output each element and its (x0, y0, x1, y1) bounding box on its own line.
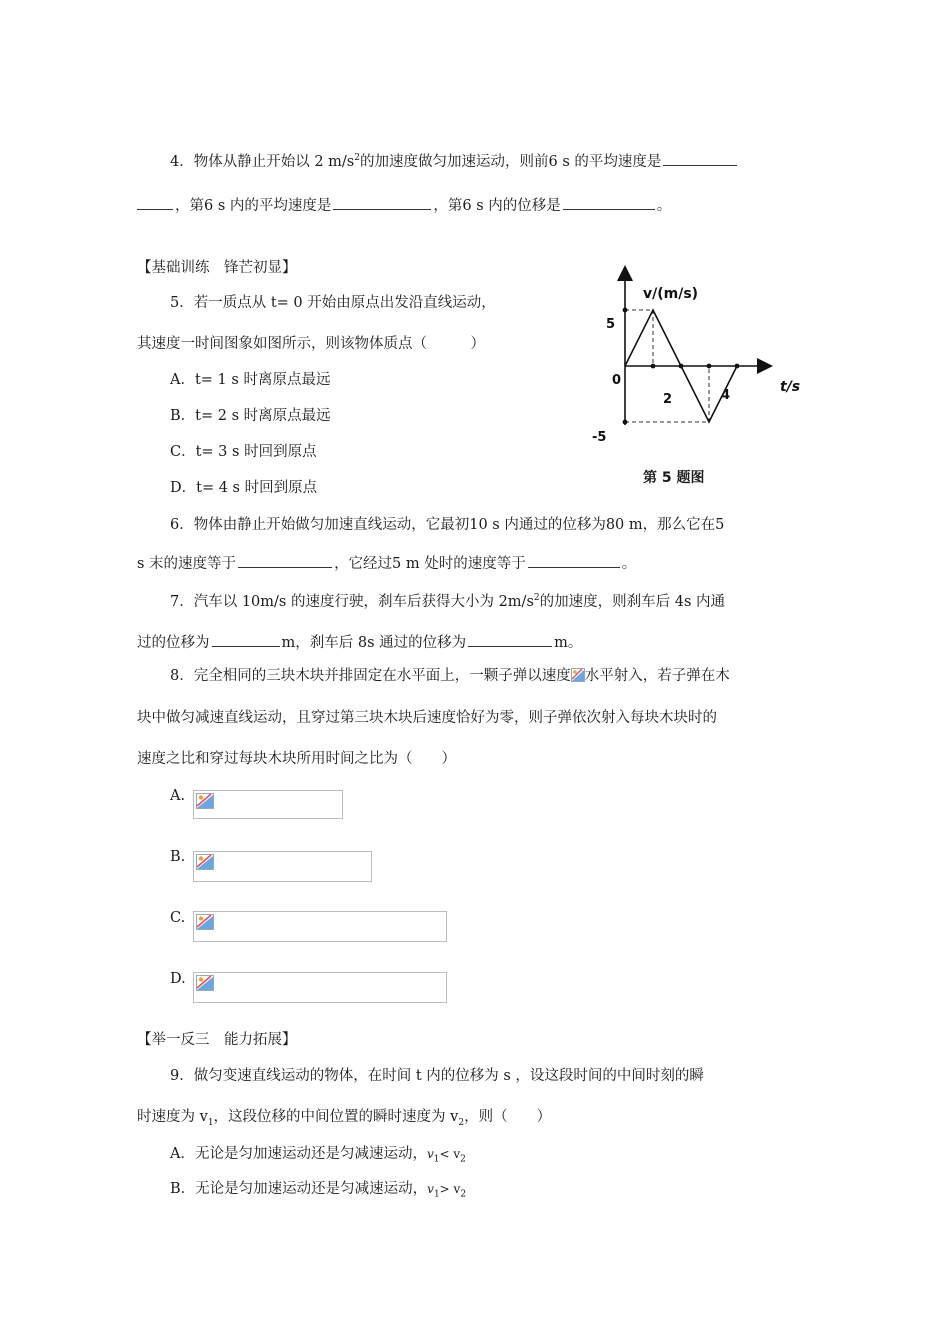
origin-label: 0 (612, 373, 622, 388)
q7-blank-1[interactable] (212, 631, 280, 647)
q5-line2: 其速度一时间图象如图所示，则该物体质点（ ） (137, 336, 485, 352)
q9-option-a (170, 1142, 466, 1164)
q8-option-b-label: B. (170, 849, 186, 865)
q9-option-a-text: A．无论是匀加速运动还是匀减速运动， (170, 1146, 427, 1162)
q7-sup: 2 (533, 593, 540, 604)
q8-line3: 速度之比和穿过每块木块所用时间之比为（ ） (137, 751, 456, 767)
q6-line1: 6．物体由静止开始做匀加速直线运动，它最初10 s 内通过的位移为80 m，那么它在5 (170, 517, 725, 533)
q7-blank-2[interactable] (468, 631, 552, 647)
q8-option-a-image[interactable] (193, 790, 343, 819)
q4-text-2b: ，第6 s 内的位移是 (433, 198, 561, 214)
q4-blank-1[interactable] (663, 150, 737, 166)
q6-line2 (137, 552, 636, 573)
q5-option-a: A．t= 1 s 时离原点最远 (170, 372, 331, 388)
q7-line1 (170, 590, 725, 611)
q5-option-c: C．t= 3 s 时回到原点 (170, 444, 317, 460)
q9-a-sub2: 2 (460, 1154, 466, 1165)
q4-line2 (137, 194, 671, 215)
q4-blank-3[interactable] (563, 194, 655, 210)
q9-a-op: < v (439, 1147, 461, 1161)
q4-line1 (170, 150, 739, 171)
q8-option-d-image[interactable] (193, 972, 447, 1003)
q9-b-op: > v (439, 1182, 461, 1196)
x-axis-dot (707, 364, 712, 369)
q8-line2: 块中做匀减速直线运动，且穿过第三块木块后速度恰好为零，则子弹依次射入每块木块时的 (137, 710, 717, 726)
q6-text-2b: ，它经过5 m 处时的速度等于 (334, 556, 526, 572)
q6-blank-1[interactable] (238, 552, 332, 568)
q6-text-2c: 。 (621, 556, 637, 572)
q9-a-sub1: 1 (433, 1154, 440, 1165)
q9-line2 (137, 1105, 551, 1128)
q5-option-b: B．t= 2 s 时离原点最远 (170, 408, 331, 424)
y-axis-dot (623, 308, 628, 313)
q8-option-c-image[interactable] (193, 911, 447, 942)
q7-text-1b: 的加速度，则刹车后 4s 内通 (539, 594, 726, 610)
q9-a-v: v (426, 1147, 434, 1161)
q9-b-sub1: 1 (433, 1189, 440, 1200)
q8-text-1b: 水平射入，若子弹在木 (584, 668, 730, 684)
q4-text-1: 4．物体从静止开始以 2 m/s (170, 154, 355, 170)
q7-line2 (137, 631, 582, 652)
y-axis-dot (623, 420, 628, 425)
q4-text-2c: 。 (656, 198, 672, 214)
q7-text-2c: m。 (554, 635, 583, 651)
q4-blank-2[interactable] (333, 194, 431, 210)
broken-image-icon (196, 854, 214, 870)
q4-text-1b: 的加速度做匀加速运动，则前6 s 的平均速度是 (359, 154, 662, 170)
q6-text-2a: s 末的速度等于 (137, 556, 237, 572)
section-heading-extension: 【举一反三 能力拓展】 (137, 1032, 297, 1048)
q8-line1 (170, 664, 730, 685)
x-axis-dot (651, 364, 656, 369)
q8-text-1a: 8．完全相同的三块木块并排固定在水平面上，一颗子弹以速度 (170, 668, 571, 684)
q8-option-d-label: D. (170, 971, 186, 987)
y-tick-5: 5 (606, 317, 616, 332)
vt-chart (585, 265, 815, 455)
q9-sub-1: 1 (207, 1117, 214, 1128)
q9-option-b (170, 1177, 466, 1199)
q7-text-2a: 过的位移为 (137, 635, 210, 651)
q6-blank-2[interactable] (528, 552, 620, 568)
x-tick-2: 2 (663, 392, 673, 407)
x-axis-label: t/s (780, 379, 801, 395)
q4-sup: 2 (354, 153, 360, 164)
q4-blank-1-cont[interactable] (137, 194, 173, 210)
q9-text-2c: ，则（ ） (464, 1109, 552, 1125)
broken-image-icon (196, 914, 214, 930)
broken-image-icon (571, 668, 585, 682)
broken-image-icon (196, 975, 214, 991)
q7-text-1: 7．汽车以 10m/s 的速度行驶，刹车后获得大小为 2m/s (170, 594, 534, 610)
section-heading-basic: 【基础训练 锋芒初显】 (137, 260, 297, 276)
q7-text-2b: m，刹车后 8s 通过的位移为 (281, 635, 467, 651)
x-tick-4: 4 (721, 388, 731, 403)
q8-option-a-label: A. (170, 788, 186, 804)
q9-sub-2: 2 (458, 1117, 465, 1128)
q4-text-2a: ，第6 s 内的平均速度是 (175, 198, 332, 214)
q9-text-2b: ，这段位移的中间位置的瞬时速度为 v (213, 1109, 459, 1125)
q9-b-sub2: 2 (460, 1189, 467, 1200)
q8-option-c-label: C. (170, 910, 186, 926)
q9-line1: 9．做匀变速直线运动的物体，在时间 t 内的位移为 s ，设这段时间的中间时刻的瞬 (170, 1068, 704, 1084)
q9-option-b-text: B．无论是匀加速运动还是匀减速运动， (170, 1181, 428, 1197)
q9-b-v: v (427, 1182, 434, 1196)
q5-line1: 5．若一质点从 t= 0 开始由原点出发沿直线运动， (170, 295, 496, 311)
q5-option-d: D．t= 4 s 时回到原点 (170, 480, 318, 496)
q9-text-2a: 时速度为 v (137, 1109, 208, 1125)
broken-image-icon (196, 793, 214, 809)
q8-option-b-image[interactable] (193, 851, 372, 882)
x-axis-dot (679, 364, 684, 369)
chart-caption: 第 5 题图 (643, 470, 705, 486)
y-tick-neg5: -5 (592, 430, 607, 445)
y-axis-label: v/(m/s) (643, 286, 699, 302)
x-axis-dot (735, 364, 740, 369)
